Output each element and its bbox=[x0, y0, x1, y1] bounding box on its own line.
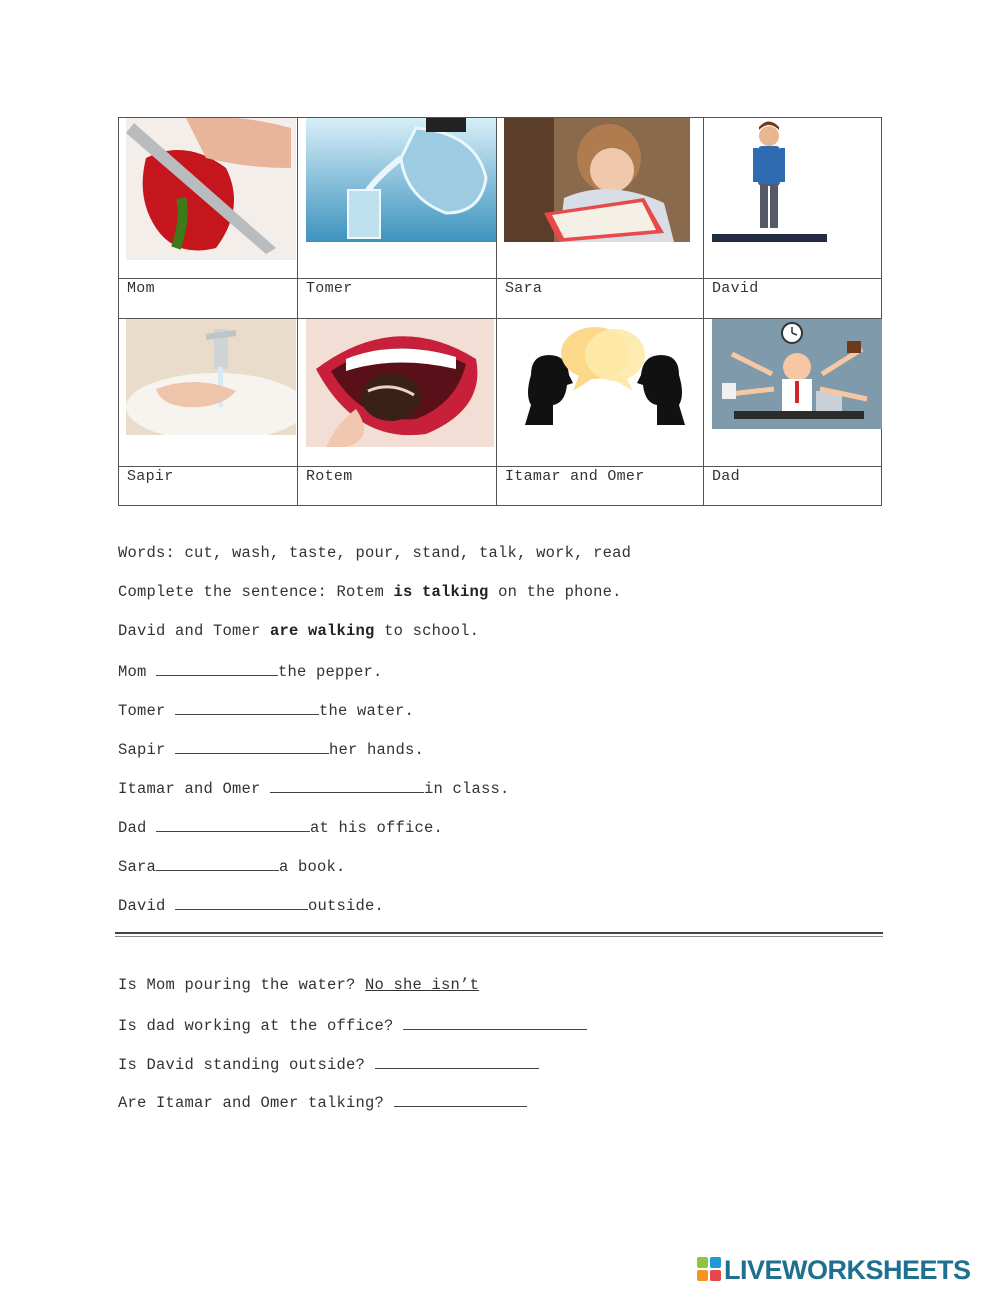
example2-bold: are walking bbox=[270, 622, 375, 640]
answer-blank-dad[interactable] bbox=[156, 817, 310, 832]
label-rotem: Rotem bbox=[306, 468, 353, 485]
sentence-dad-post: at his office. bbox=[310, 819, 444, 837]
question-2 bbox=[118, 1015, 587, 1035]
liveworksheets-logo bbox=[697, 1255, 993, 1285]
question-2-text: Is dad working at the office? bbox=[118, 1017, 404, 1035]
sentence-tomer-pre: Tomer bbox=[118, 702, 176, 720]
answer-blank-sara[interactable] bbox=[156, 856, 279, 871]
cell-working-image bbox=[704, 319, 882, 467]
two-people-talking-image bbox=[525, 325, 685, 425]
example2-pre: David and Tomer bbox=[118, 622, 271, 640]
busy-office-worker-image bbox=[712, 319, 882, 429]
cell-standing-image bbox=[704, 118, 882, 279]
cell-pepper-image bbox=[119, 118, 298, 279]
answer-blank-question-4[interactable] bbox=[394, 1092, 527, 1107]
sentence-sapir-pre: Sapir bbox=[118, 741, 176, 759]
label-sapir: Sapir bbox=[127, 468, 174, 485]
sentence-itamar-omer-pre: Itamar and Omer bbox=[118, 780, 271, 798]
question-4 bbox=[118, 1092, 527, 1112]
label-itamar-omer: Itamar and Omer bbox=[505, 468, 645, 485]
pouring-water-image bbox=[306, 118, 496, 242]
sentence-david-pre: David bbox=[118, 897, 176, 915]
washing-hands-image bbox=[126, 319, 296, 435]
picture-grid bbox=[118, 117, 882, 506]
sentence-sara bbox=[118, 856, 346, 876]
answer-blank-mom[interactable] bbox=[156, 661, 278, 676]
live-blocks-icon bbox=[697, 1257, 723, 1287]
cell-talking-image bbox=[497, 319, 704, 467]
answer-blank-sapir[interactable] bbox=[175, 739, 329, 754]
example-sentence-2 bbox=[118, 622, 479, 640]
sentence-itamar-omer bbox=[118, 778, 510, 798]
label-dad: Dad bbox=[712, 468, 740, 485]
question-1-text: Is Mom pouring the water? bbox=[118, 976, 366, 994]
example1-post: on the phone. bbox=[488, 583, 622, 601]
sentence-sapir-post: her hands. bbox=[329, 741, 425, 759]
section-divider-shadow bbox=[115, 936, 883, 937]
example1-pre: Complete the sentence: Rotem bbox=[118, 583, 394, 601]
example2-post: to school. bbox=[374, 622, 480, 640]
label-david: David bbox=[712, 280, 759, 297]
label-sara: Sara bbox=[505, 280, 543, 297]
sentence-sara-post: a book. bbox=[279, 858, 346, 876]
sentence-itamar-omer-post: in class. bbox=[424, 780, 510, 798]
man-standing-image bbox=[712, 118, 827, 244]
word-bank: Words: cut, wash, taste, pour, stand, talk, work, read bbox=[118, 544, 632, 562]
answer-blank-david[interactable] bbox=[175, 895, 308, 910]
example-sentence-1 bbox=[118, 583, 622, 601]
pepper-cutting-image bbox=[126, 118, 296, 260]
sentence-tomer bbox=[118, 700, 414, 720]
girl-reading-image bbox=[504, 118, 690, 242]
sentence-mom bbox=[118, 661, 383, 681]
label-tomer: Tomer bbox=[306, 280, 353, 297]
cell-reading-image bbox=[497, 118, 704, 279]
answer-blank-itamar-omer[interactable] bbox=[270, 778, 424, 793]
answer-blank-tomer[interactable] bbox=[175, 700, 319, 715]
cell-eating-image bbox=[298, 319, 497, 467]
sentence-dad bbox=[118, 817, 443, 837]
question-4-text: Are Itamar and Omer talking? bbox=[118, 1094, 394, 1112]
question-3-text: Is David standing outside? bbox=[118, 1056, 375, 1074]
sentence-dad-pre: Dad bbox=[118, 819, 157, 837]
example1-bold: is talking bbox=[393, 583, 489, 601]
sentence-sara-pre: Sara bbox=[118, 858, 157, 876]
answer-blank-question-3[interactable] bbox=[375, 1054, 539, 1069]
label-mom: Mom bbox=[127, 280, 155, 297]
cell-water-image bbox=[298, 118, 497, 279]
answer-blank-question-2[interactable] bbox=[403, 1015, 587, 1030]
sentence-tomer-post: the water. bbox=[319, 702, 415, 720]
sentence-mom-post: the pepper. bbox=[278, 663, 383, 681]
question-1 bbox=[118, 976, 479, 994]
section-divider bbox=[115, 932, 883, 934]
sentence-david bbox=[118, 895, 384, 915]
sentence-sapir bbox=[118, 739, 424, 759]
question-3 bbox=[118, 1054, 539, 1074]
eating-chocolate-image bbox=[306, 319, 494, 447]
cell-washing-image bbox=[119, 319, 298, 467]
logo-text: LIVEWORKSHEETS bbox=[724, 1255, 971, 1285]
sentence-mom-pre: Mom bbox=[118, 663, 157, 681]
question-1-answer: No she isn’t bbox=[365, 976, 480, 994]
sentence-david-post: outside. bbox=[308, 897, 385, 915]
